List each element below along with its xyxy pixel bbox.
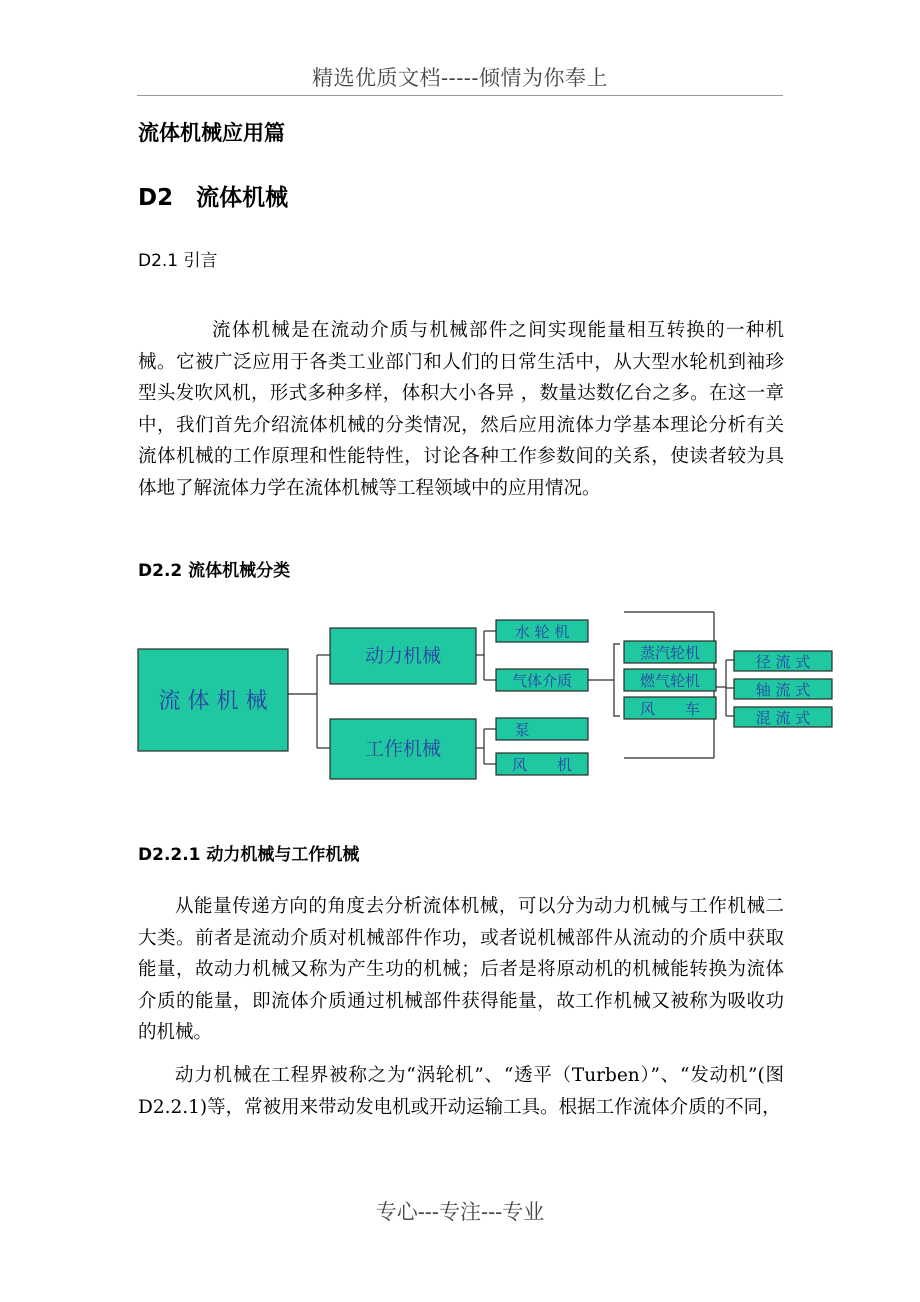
- node-root-label: 流 体 机 械: [158, 689, 268, 714]
- node-mixed-flow-label: 混 流 式: [755, 709, 811, 727]
- node-wind-turbine-label: 风 车: [639, 700, 701, 718]
- node-steam-turbine-label: 蒸汽轮机: [639, 644, 701, 662]
- node-radial-flow-label: 径 流 式: [755, 653, 811, 671]
- node-pump: [496, 718, 588, 740]
- node-axial-flow-label: 轴 流 式: [755, 681, 811, 699]
- subsection-title: D2.2.1 动力机械与工作机械: [138, 845, 360, 865]
- node-pump-label: 泵: [514, 721, 530, 739]
- node-fan-label: 风 机: [511, 756, 573, 774]
- node-water-turbine-label: 水 轮 机: [514, 623, 570, 641]
- node-gas-turbine-label: 燃气轮机: [639, 672, 701, 690]
- section-title-classification: D2.2 流体机械分类: [138, 561, 291, 581]
- page-header: 精选优质文档-----倾情为你奉上: [312, 66, 608, 90]
- classification-diagram: [136, 608, 836, 788]
- paragraph-intro: 流体机械是在流动介质与机械部件之间实现能量相互转换的一种机械。它被广泛应用于各类工业部门和人们的日常生活中，从大型水轮机到袖珍型头发吹风机，形式多种多样，体积大小各异 ，数量达数亿台之多。在这一章中，我们首先介绍流体机械的分类情况，然后应用流体力学基本理论分析有关流体机械的工作原理和性能特性，讨论各种工作参数间的关系，使读者较为具体地了解流体力学在流体机械等工程领域中的应用情况。: [138, 320, 784, 499]
- section-title-intro: D2.1 引言: [138, 251, 218, 271]
- paragraph-power-machinery: 动力机械在工程界被称之为“涡轮机”、“透平（Turben）”、“发动机”(图D2.2.1)等，常被用来带动发电机或开动运输工具。根据工作流体介质的不同，: [138, 1065, 784, 1118]
- page-footer: 专心---专注---专业: [375, 1200, 545, 1224]
- header-rule: [137, 95, 783, 96]
- paragraph-energy-direction: 从能量传递方向的角度去分析流体机械，可以分为动力机械与工作机械二大类。前者是流动介质对机械部件作功，或者说机械部件从流动的介质中获取能量，故动力机械又称为产生功的机械；后者是将原动机的机械能转换为流体介质的能量，即流体介质通过机械部件获得能量，故工作机械又被称为吸收功的机械。: [138, 896, 784, 1043]
- node-work-machinery-label: 工作机械: [364, 738, 442, 760]
- chapter-title: D2 流体机械: [138, 185, 289, 211]
- node-power-machinery-label: 动力机械: [364, 645, 442, 667]
- node-gas-medium-label: 气体介质: [511, 672, 573, 690]
- part-title: 流体机械应用篇: [138, 121, 285, 145]
